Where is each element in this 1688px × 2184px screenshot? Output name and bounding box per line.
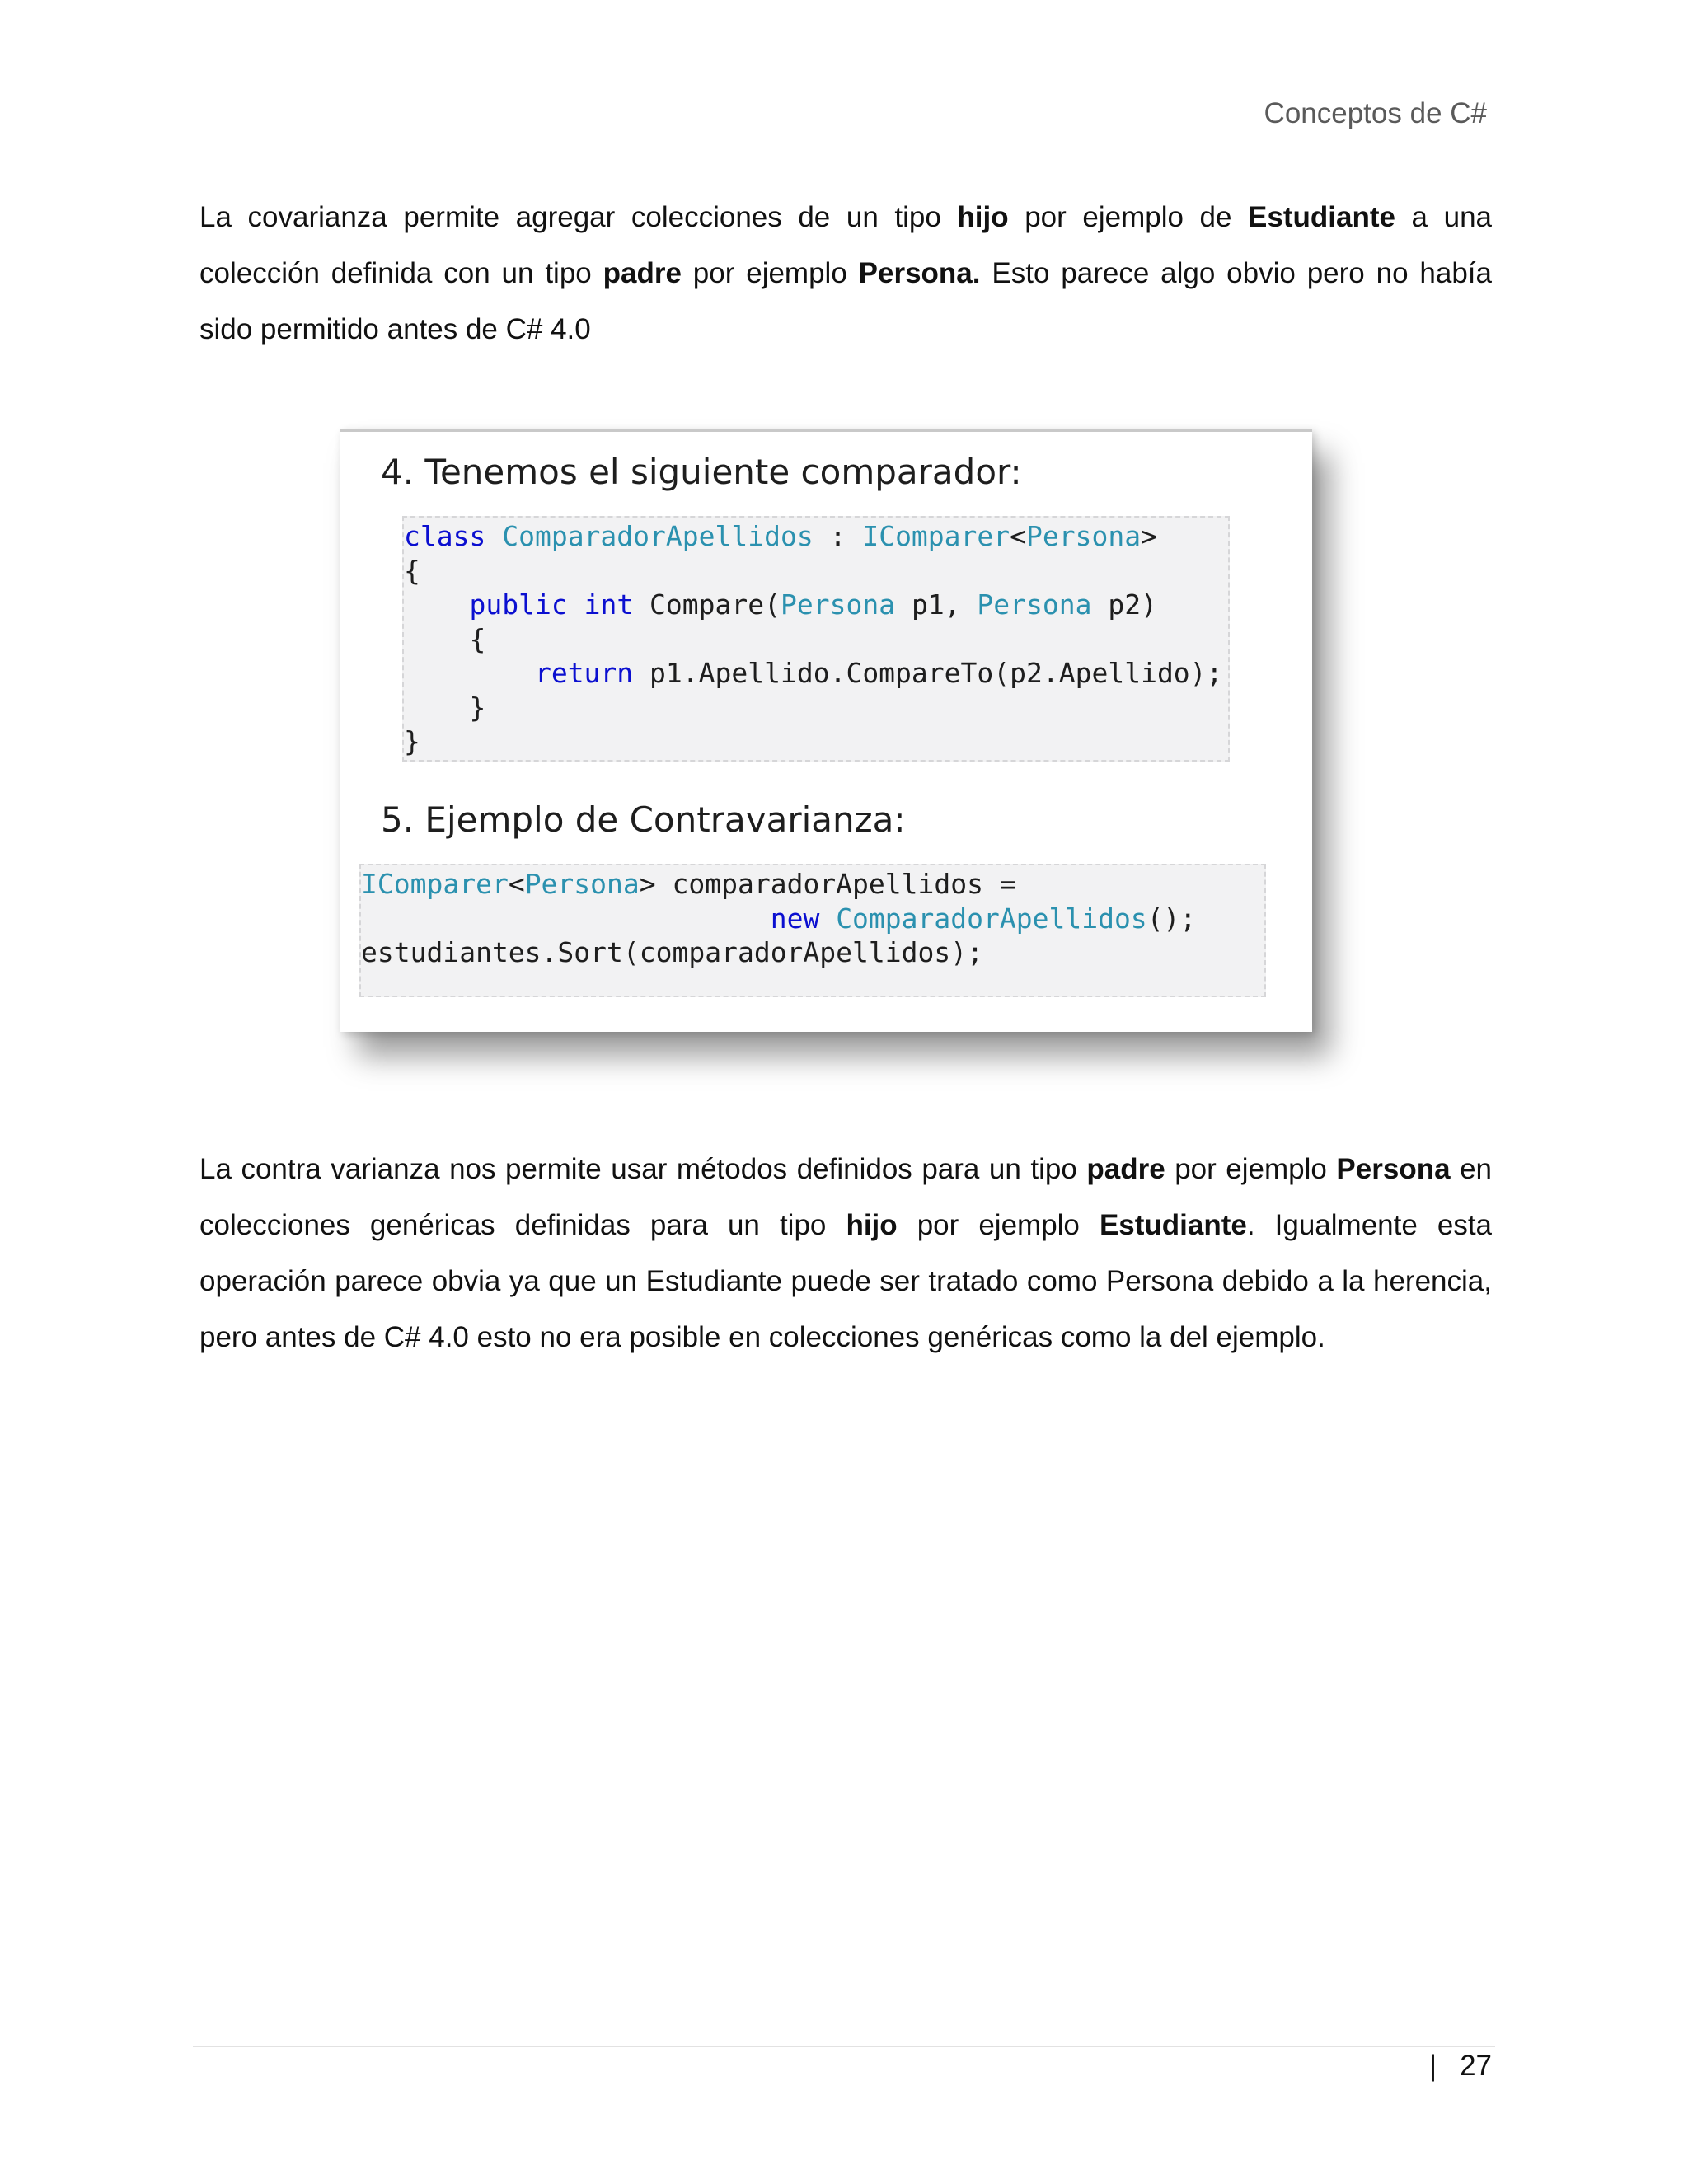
page-number — [1429, 2050, 1492, 2083]
code-block-comparer — [402, 516, 1230, 762]
bold-term: Estudiante — [1099, 1209, 1247, 1241]
bold-term: Persona. — [858, 257, 981, 289]
code-line: public int Compare(Persona p1, Persona p2) — [469, 588, 1157, 621]
covariance-paragraph — [199, 190, 1492, 358]
text-run: por ejemplo de — [1008, 201, 1249, 233]
page-number-value: 27 — [1460, 2050, 1492, 2082]
bold-term: hijo — [846, 1209, 898, 1241]
bold-term: hijo — [957, 201, 1009, 233]
text-run: por ejemplo — [681, 257, 859, 289]
text-run: Esto parece algo obvio pero no había sido permitido antes de C# 4.0 — [199, 257, 1492, 345]
text-run: La contra varianza nos permite usar métodos definidos para un tipo — [199, 1153, 1087, 1185]
running-header: Conceptos de C# — [1264, 97, 1487, 129]
text-run: por ejemplo — [1165, 1153, 1337, 1185]
contravariance-paragraph — [199, 1141, 1492, 1366]
code-example-figure — [340, 429, 1312, 1032]
text-run: . Igualmente esta operación parece obvia ya que un Estudiante puede ser tratado como Persona debido a la herencia, pero antes de C# 4.0 esto no era posible en colecciones genéricas como la del ejemplo. — [199, 1209, 1493, 1353]
text-run: por ejemplo — [897, 1209, 1100, 1241]
code-block-contravariance — [359, 864, 1266, 997]
bold-term: Persona — [1336, 1153, 1451, 1185]
code-line: class ComparadorApellidos : IComparer<Persona> — [404, 520, 1157, 552]
figure-heading-contravariance: 5. Ejemplo de Contravarianza: — [381, 799, 906, 840]
code-line: } — [404, 691, 486, 724]
page-number-separator: | — [1428, 2050, 1437, 2082]
code-line: new ComparadorApellidos(); — [770, 902, 1197, 935]
bold-term: Estudiante — [1248, 201, 1395, 233]
code-line: estudiantes.Sort(comparadorApellidos); — [361, 936, 983, 968]
text-run: en colecciones genéricas definidas para un tipo — [199, 1153, 1493, 1241]
code-line: } — [404, 725, 420, 757]
code-line: return p1.Apellido.CompareTo(p2.Apellido); — [534, 657, 1223, 689]
code-line: { — [404, 622, 486, 655]
figure-heading-comparer: 4. Tenemos el siguiente comparador: — [381, 452, 1022, 492]
footer-divider — [193, 2046, 1495, 2047]
bold-term: padre — [603, 257, 682, 289]
code-line: { — [404, 554, 420, 587]
text-run: a una colección definida con un tipo — [199, 201, 1493, 289]
code-line: IComparer<Persona> comparadorApellidos = — [361, 868, 1016, 900]
text-run: La covarianza permite agregar colecciones de un tipo — [199, 201, 958, 233]
bold-term: padre — [1086, 1153, 1165, 1185]
